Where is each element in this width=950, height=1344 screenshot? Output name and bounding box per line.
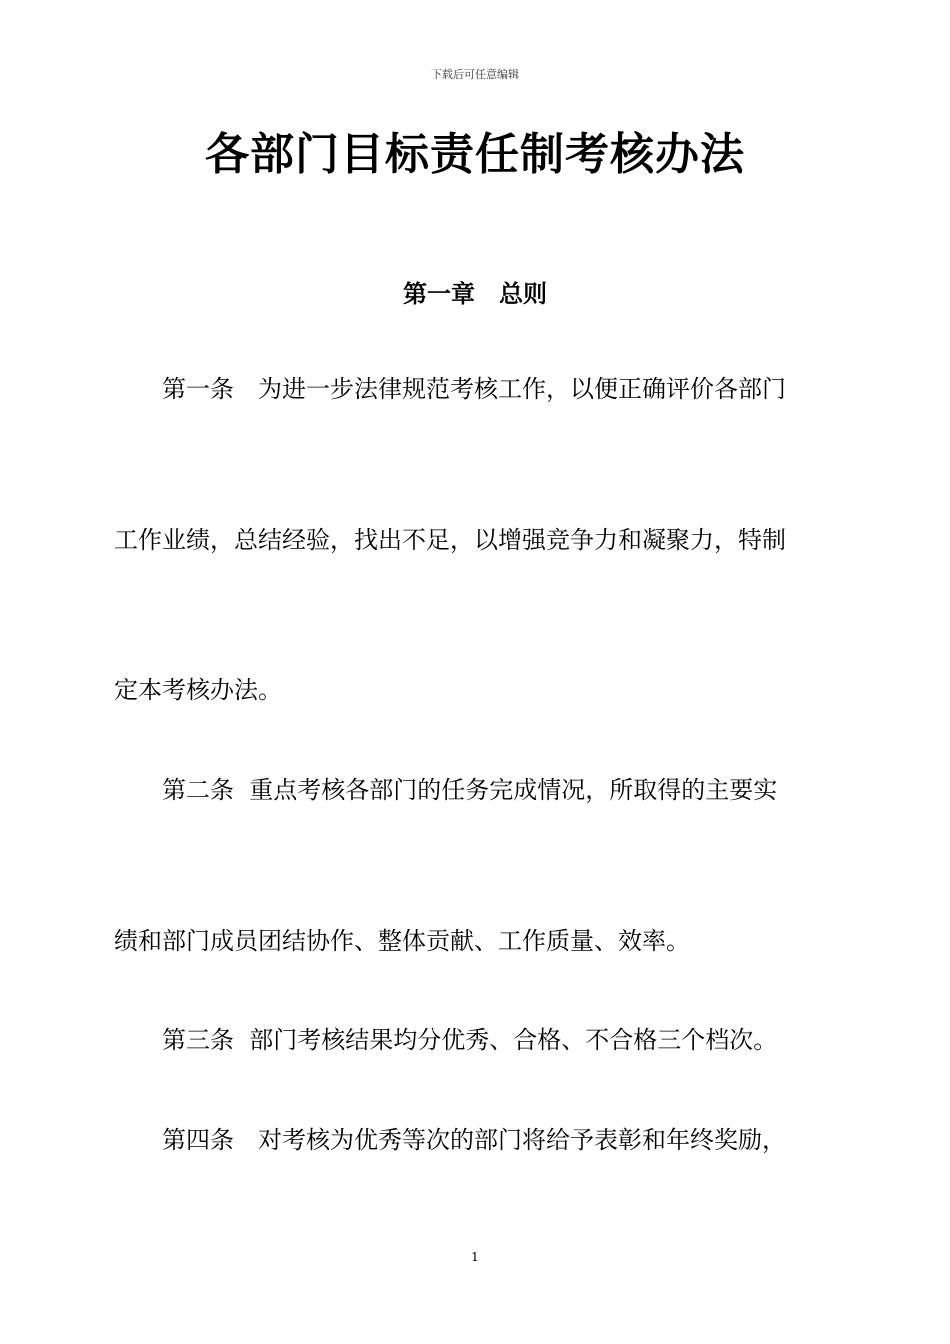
header-note: 下载后可任意编辑 xyxy=(431,68,519,81)
article-3-line-1: 第三条 部门考核结果均分优秀、合格、不合格三个档次。 xyxy=(162,1026,778,1054)
article-1-line-1: 第一条 为进一步法律规范考核工作，以便正确评价各部门 xyxy=(162,375,786,403)
article-1-line-3: 定本考核办法。 xyxy=(114,676,282,704)
document-title: 各部门目标责任制考核办法 xyxy=(205,129,745,180)
article-4-line-1: 第四条 对考核为优秀等次的部门将给予表彰和年终奖励， xyxy=(162,1126,786,1154)
article-1-line-2: 工作业绩，总结经验，找出不足，以增强竞争力和凝聚力，特制 xyxy=(114,526,786,554)
page-number: 1 xyxy=(471,1250,479,1264)
chapter-heading: 第一章 总则 xyxy=(403,280,547,308)
article-2-line-2: 绩和部门成员团结协作、整体贡献、工作质量、效率。 xyxy=(114,927,690,955)
article-2-line-1: 第二条 重点考核各部门的任务完成情况，所取得的主要实 xyxy=(162,776,778,804)
